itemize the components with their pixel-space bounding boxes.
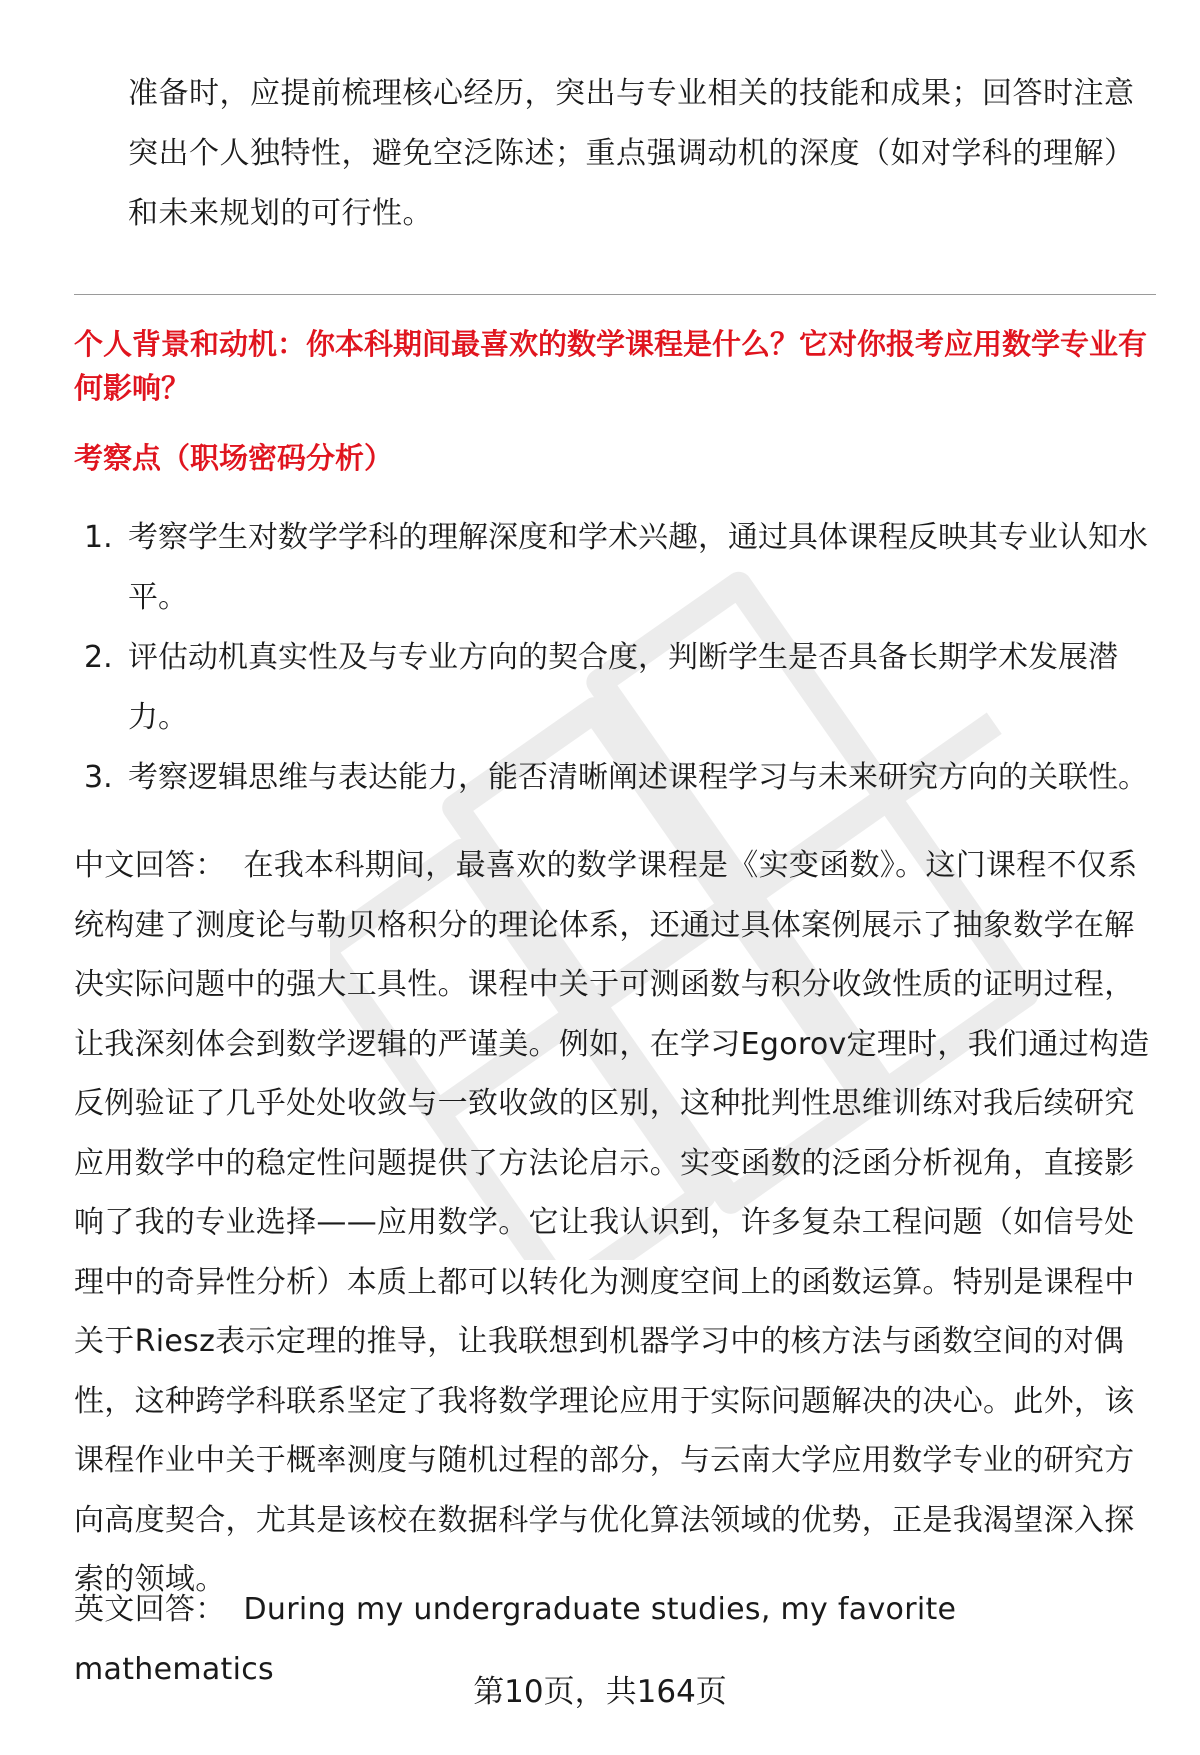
english-answer-label: 英文回答： [74, 1592, 226, 1627]
chinese-answer [74, 836, 1156, 1610]
section-title: 考察点（职场密码分析） [74, 441, 394, 475]
list-item-text: 考察逻辑思维与表达能力，能否清晰阐述课程学习与未来研究方向的关联性。 [128, 760, 1148, 795]
page-footer: 第10页，共164页 [473, 1674, 727, 1710]
chinese-answer-label: 中文回答： [74, 848, 226, 883]
chinese-answer-text: 在我本科期间，最喜欢的数学课程是《实变函数》。这门课程不仅系统构建了测度论与勒贝格积分的理论体系，还通过具体案例展示了抽象数学在解决实际问题中的强大工具性。课程中关于可测函数与积分收敛性质的证明过程，让我深刻体会到数学逻辑的严谨美。例如，在学习Egorov定理时，我们通过构造反例验证了几乎处处收敛与一致收敛的区别，这种批判性思维训练对我后续研究应用数学中的稳定性问题提供了方法论启示。实变函数的泛函分析视角，直接影响了我的专业选择——应用数学。它让我认识到，许多复杂工程问题（如信号处理中的奇异性分析）本质上都可以转化为测度空间上的函数运算。特别是课程中关于Riesz表示定理的推导，让我联想到机器学习中的核方法与函数空间的对偶性，这种跨学科联系坚定了我将数学理论应用于实际问题解决的决心。此外，该课程作业中关于概率测度与随机过程的部分，与云南大学应用数学专业的研究方向高度契合，尤其是该校在数据科学与优化算法领域的优势，正是我渴望深入探索的领域。 [74, 848, 1150, 1597]
list-item [74, 508, 1156, 628]
list-item-number: 3. [84, 760, 113, 795]
intro-paragraph: 准备时，应提前梳理核心经历，突出与专业相关的技能和成果；回答时注意突出个人独特性，避免空泛陈述；重点强调动机的深度（如对学科的理解）和未来规划的可行性。 [128, 76, 1135, 231]
section-divider [74, 294, 1156, 295]
english-answer-text: During my undergraduate studies, my favorite mathematics [74, 1592, 957, 1687]
list-item-number: 2. [84, 640, 113, 675]
list-item [74, 628, 1156, 748]
list-item-number: 1. [84, 520, 113, 555]
list-item [74, 748, 1156, 808]
question-heading: 个人背景和动机：你本科期间最喜欢的数学课程是什么？它对你报考应用数学专业有何影响？ [74, 327, 1148, 405]
list-item-text: 考察学生对数学学科的理解深度和学术兴趣，通过具体课程反映其专业认知水平。 [128, 520, 1148, 615]
assessment-points-list [74, 508, 1156, 808]
list-item-text: 评估动机真实性及与专业方向的契合度，判断学生是否具备长期学术发展潜力。 [128, 640, 1118, 735]
